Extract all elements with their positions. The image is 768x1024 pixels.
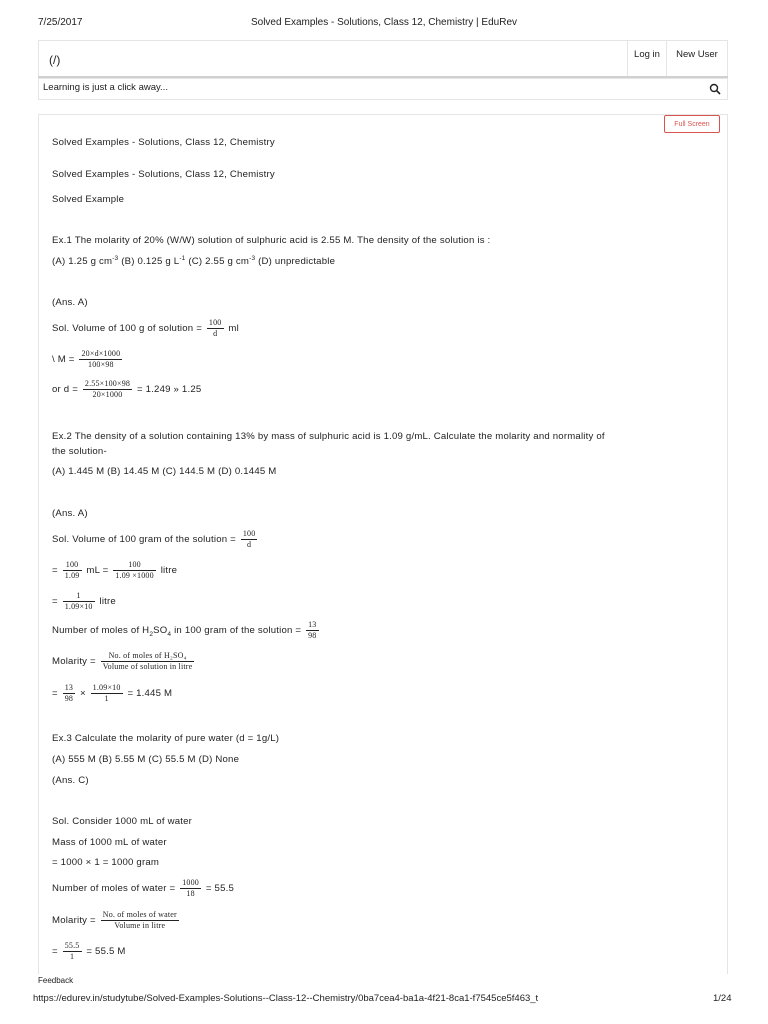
feedback-link[interactable]: Feedback bbox=[38, 976, 74, 985]
fraction: $\frac{55.5}{1}$ bbox=[64, 941, 80, 961]
fraction: $\frac{100}{1.09}$ bbox=[64, 560, 80, 580]
ex2-result-line: = $\frac{13}{98}$ × $\frac{1.09\times 10}{1}$ = 1.445 M bbox=[52, 683, 173, 703]
ex3-answer: (Ans. C) bbox=[52, 775, 89, 786]
ex2-answer: (Ans. A) bbox=[52, 508, 88, 519]
fraction: $\frac{13}{98}$ bbox=[64, 683, 74, 703]
ex2-question-line1: Ex.2 The density of a solution containing 13% by mass of sulphuric acid is 1.09 g/mL. Calculate the molarity and normality of bbox=[52, 431, 605, 442]
ex3-question: Ex.3 Calculate the molarity of pure water (d = 1g/L) bbox=[52, 733, 280, 744]
search-tagline: Learning is just a click away... bbox=[43, 82, 168, 93]
ex3-sol-2: Mass of 1000 mL of water bbox=[52, 837, 167, 848]
ex1-density-line: or d = $\frac{2.55\times 100\times 98}{20\times 1000}$ = 1.249 » 1.25 bbox=[52, 379, 202, 399]
top-nav bbox=[38, 40, 728, 77]
ex2-question-line2: the solution- bbox=[52, 446, 107, 457]
ex3-molarity-line: Molarity = $\frac{\text{No. of moles of water}}{\text{Volume in litre}}$ bbox=[52, 910, 177, 930]
fraction: $\frac{100}{d}$ bbox=[242, 529, 256, 549]
ex2-molarity-line: Molarity = $\frac{\text{No. of moles of H₂SO₄}}{\text{Volume of solution in litre}}$ bbox=[52, 651, 193, 671]
login-button[interactable]: Log in bbox=[627, 41, 667, 77]
fraction: $\frac{1000}{18}$ bbox=[182, 878, 199, 898]
heading-1: Solved Examples - Solutions, Class 12, Chemistry bbox=[52, 137, 275, 148]
search-bar[interactable] bbox=[38, 78, 728, 100]
ex1-question: Ex.1 The molarity of 20% (W/W) solution of sulphuric acid is 2.55 M. The density of the solution is : bbox=[52, 235, 491, 246]
fraction: $\frac{1.09\times 10}{1}$ bbox=[92, 683, 121, 703]
ex2-litre-line: = $\frac{1}{1.09\times 10}$ litre bbox=[52, 591, 116, 611]
fraction: $\frac{1}{1.09\times 10}$ bbox=[64, 591, 93, 611]
page-number: 1/24 bbox=[713, 993, 732, 1004]
ex2-volume-line: = $\frac{100}{1.09}$ mL = $\frac{100}{1.09 \times 1000}$ litre bbox=[52, 560, 178, 580]
print-date: 7/25/2017 bbox=[38, 17, 83, 28]
ex3-moles-line: Number of moles of water = $\frac{1000}{18}$ = 55.5 bbox=[52, 878, 235, 898]
fraction: $\frac{\text{No. of moles of water}}{\text{Volume in litre}}$ bbox=[102, 910, 177, 930]
ex1-answer: (Ans. A) bbox=[52, 297, 88, 308]
fraction: $\frac{20\times d\times 1000}{100\times 98}$ bbox=[81, 349, 121, 369]
heading-2: Solved Examples - Solutions, Class 12, Chemistry bbox=[52, 169, 275, 180]
fraction: $\frac{100}{1.09 \times 1000}$ bbox=[115, 560, 154, 580]
ex3-result-line: = $\frac{55.5}{1}$ = 55.5 M bbox=[52, 941, 126, 961]
fraction: $\frac{100}{d}$ bbox=[208, 318, 222, 338]
ex3-sol-3: = 1000 × 1 = 1000 gram bbox=[52, 857, 160, 868]
search-icon[interactable] bbox=[709, 83, 721, 95]
print-title: Solved Examples - Solutions, Class 12, Chemistry | EduRev bbox=[250, 17, 518, 28]
ex3-options: (A) 555 M (B) 5.55 M (C) 55.5 M (D) None bbox=[52, 754, 240, 765]
ex2-solution-line: Sol. Volume of 100 gram of the solution = $\frac{100}{d}$ bbox=[52, 529, 256, 549]
heading-3: Solved Example bbox=[52, 194, 125, 205]
footer-url: https://edurev.in/studytube/Solved-Examples-Solutions--Class-12--Chemistry/0ba7cea4-ba1a-4f21-8ca1-f7545ce5f463_t bbox=[33, 993, 539, 1004]
new-user-button[interactable]: New User bbox=[676, 49, 718, 60]
ex1-molarity-line: \ M = $\frac{20\times d\times 1000}{100\times 98}$ bbox=[52, 349, 121, 369]
ex2-moles-line: Number of moles of $H_2SO_4$ in 100 gram of the solution = $\frac{13}{98}$ bbox=[52, 620, 317, 640]
home-link[interactable]: (/) bbox=[49, 53, 61, 67]
ex2-options: (A) 1.445 M (B) 14.45 M (C) 144.5 M (D) 0.1445 M bbox=[52, 466, 277, 477]
fullscreen-button[interactable]: Full Screen bbox=[664, 115, 720, 133]
fraction: $\frac{13}{98}$ bbox=[308, 620, 317, 640]
ex3-sol-1: Sol. Consider 1000 mL of water bbox=[52, 816, 193, 827]
fraction: $\frac{2.55\times 100\times 98}{20\times 1000}$ bbox=[84, 379, 131, 399]
fraction: $\frac{\text{No. of moles of H₂SO₄}}{\text{Volume of solution in litre}}$ bbox=[102, 651, 193, 671]
ex1-solution-line: Sol. Volume of 100 g of solution = $\frac{100}{d}$ ml bbox=[52, 318, 239, 338]
ex1-options: (A) 1.25 g $cm^{-3}$ (B) 0.125 g $L^{-1}$ (C) 2.55 g $cm^{-3}$ (D) unpredictable bbox=[52, 255, 336, 268]
